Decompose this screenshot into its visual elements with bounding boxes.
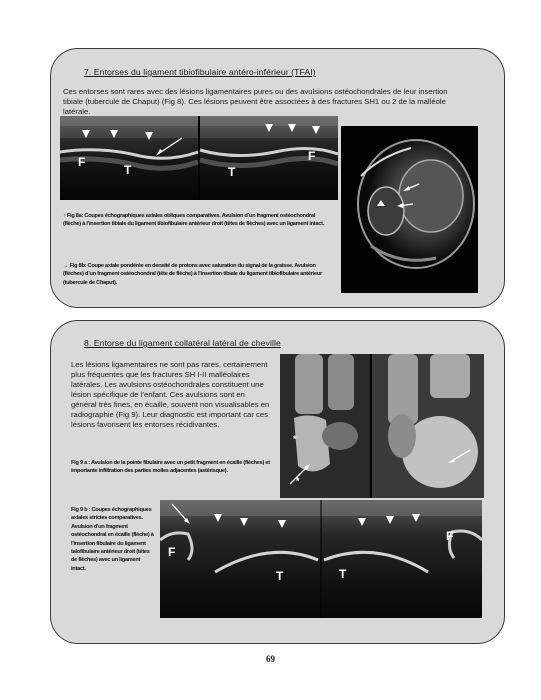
fig-9b-label-fibula-right: F [446, 529, 454, 543]
fig-9b-label-tibia-left: T [276, 569, 284, 583]
fig-8a-label-fibula-left: F [78, 155, 86, 169]
section-7-title: 7. Entorses du ligament tibiofibulaire antéro-inférieur (TFAI) [84, 67, 316, 77]
fig-9a-radiograph-image [280, 354, 484, 498]
section-8-paragraph: Les lésions ligamentaires ne sont pas rares, certainement plus fréquentes que les fractures SH I-II malléolaires latérales. Les avulsions ostéochondrales constituent une lésion spécifique de l’enfant. Ces avulsions sont en général très fines, en écaille, souvent non visualisables en radiographie (Fig 9). Leur diagnostic est important car ces lésions favorisent les entorses récidivantes. [71, 360, 270, 429]
fig-9a-asterisk-upper: * [293, 434, 297, 444]
fig-9b-label-tibia-right: T [339, 567, 347, 581]
fig-8b-caption: → Fig 8b: Coupe axiale pondérée en densité de protons avec saturation du signal de la graisse. Avulsion (flèches) d’un fragment ostéochondral (tête de flèche) à l’insertion tibiale du ligament tibiofibulaire antérieur (tubercule de Chaput). [63, 263, 322, 286]
fig-8a-ultrasound-image [60, 116, 338, 200]
fig-8a-label-tibia-right: T [228, 165, 236, 179]
fig-9b-ultrasound-image [160, 500, 482, 618]
page-number: 69 [266, 654, 275, 664]
section-8-title: 8. Entorse du ligament collatéral latéral de cheville [84, 338, 281, 348]
fig-8a-label-fibula-right: F [308, 149, 316, 163]
fig-9a-caption: Fig 9 a : Avulsion de la pointe fibulaire avec un petit fragment en écaille (flèches) et importante infiltration des parties molles adjacentes (astérisque). [71, 460, 270, 475]
section-7-paragraph: Ces entorses sont rares avec des lésions ligamentaires pures ou des avulsions ostéochondrales de leur insertion tibiale (tubercule de Chaput) (Fig 8). Ces lésions peuvent être associées à des fractures SH1 ou 2 de la malléole latérale. [63, 87, 448, 116]
fig-9a-asterisk-lower: * [296, 476, 300, 486]
fig-8a-label-tibia-left: T [124, 163, 132, 177]
fig-8b-mri-image [341, 126, 478, 293]
fig-9b-caption: Fig 9 b : Coupes échographiques axiales strictes comparatives. Avulsion d’un fragment ostéochondral en écaille (flèche) à l’insertion fibulaire du ligament talofibulaire antérieur droit (têtes de flèches) avec un ligament intact. [71, 507, 154, 572]
fig-8a-caption: ↑ Fig 8a: Coupes échographiques axiales obliques comparatives. Avulsion d’un fragment ostéochondral (flèche) à l’insertion tibiale du ligament tibiofibulaire antérieur droit (têtes de flèches) avec un ligament intact. [63, 213, 325, 228]
fig-9b-label-fibula-left: F [168, 545, 176, 559]
